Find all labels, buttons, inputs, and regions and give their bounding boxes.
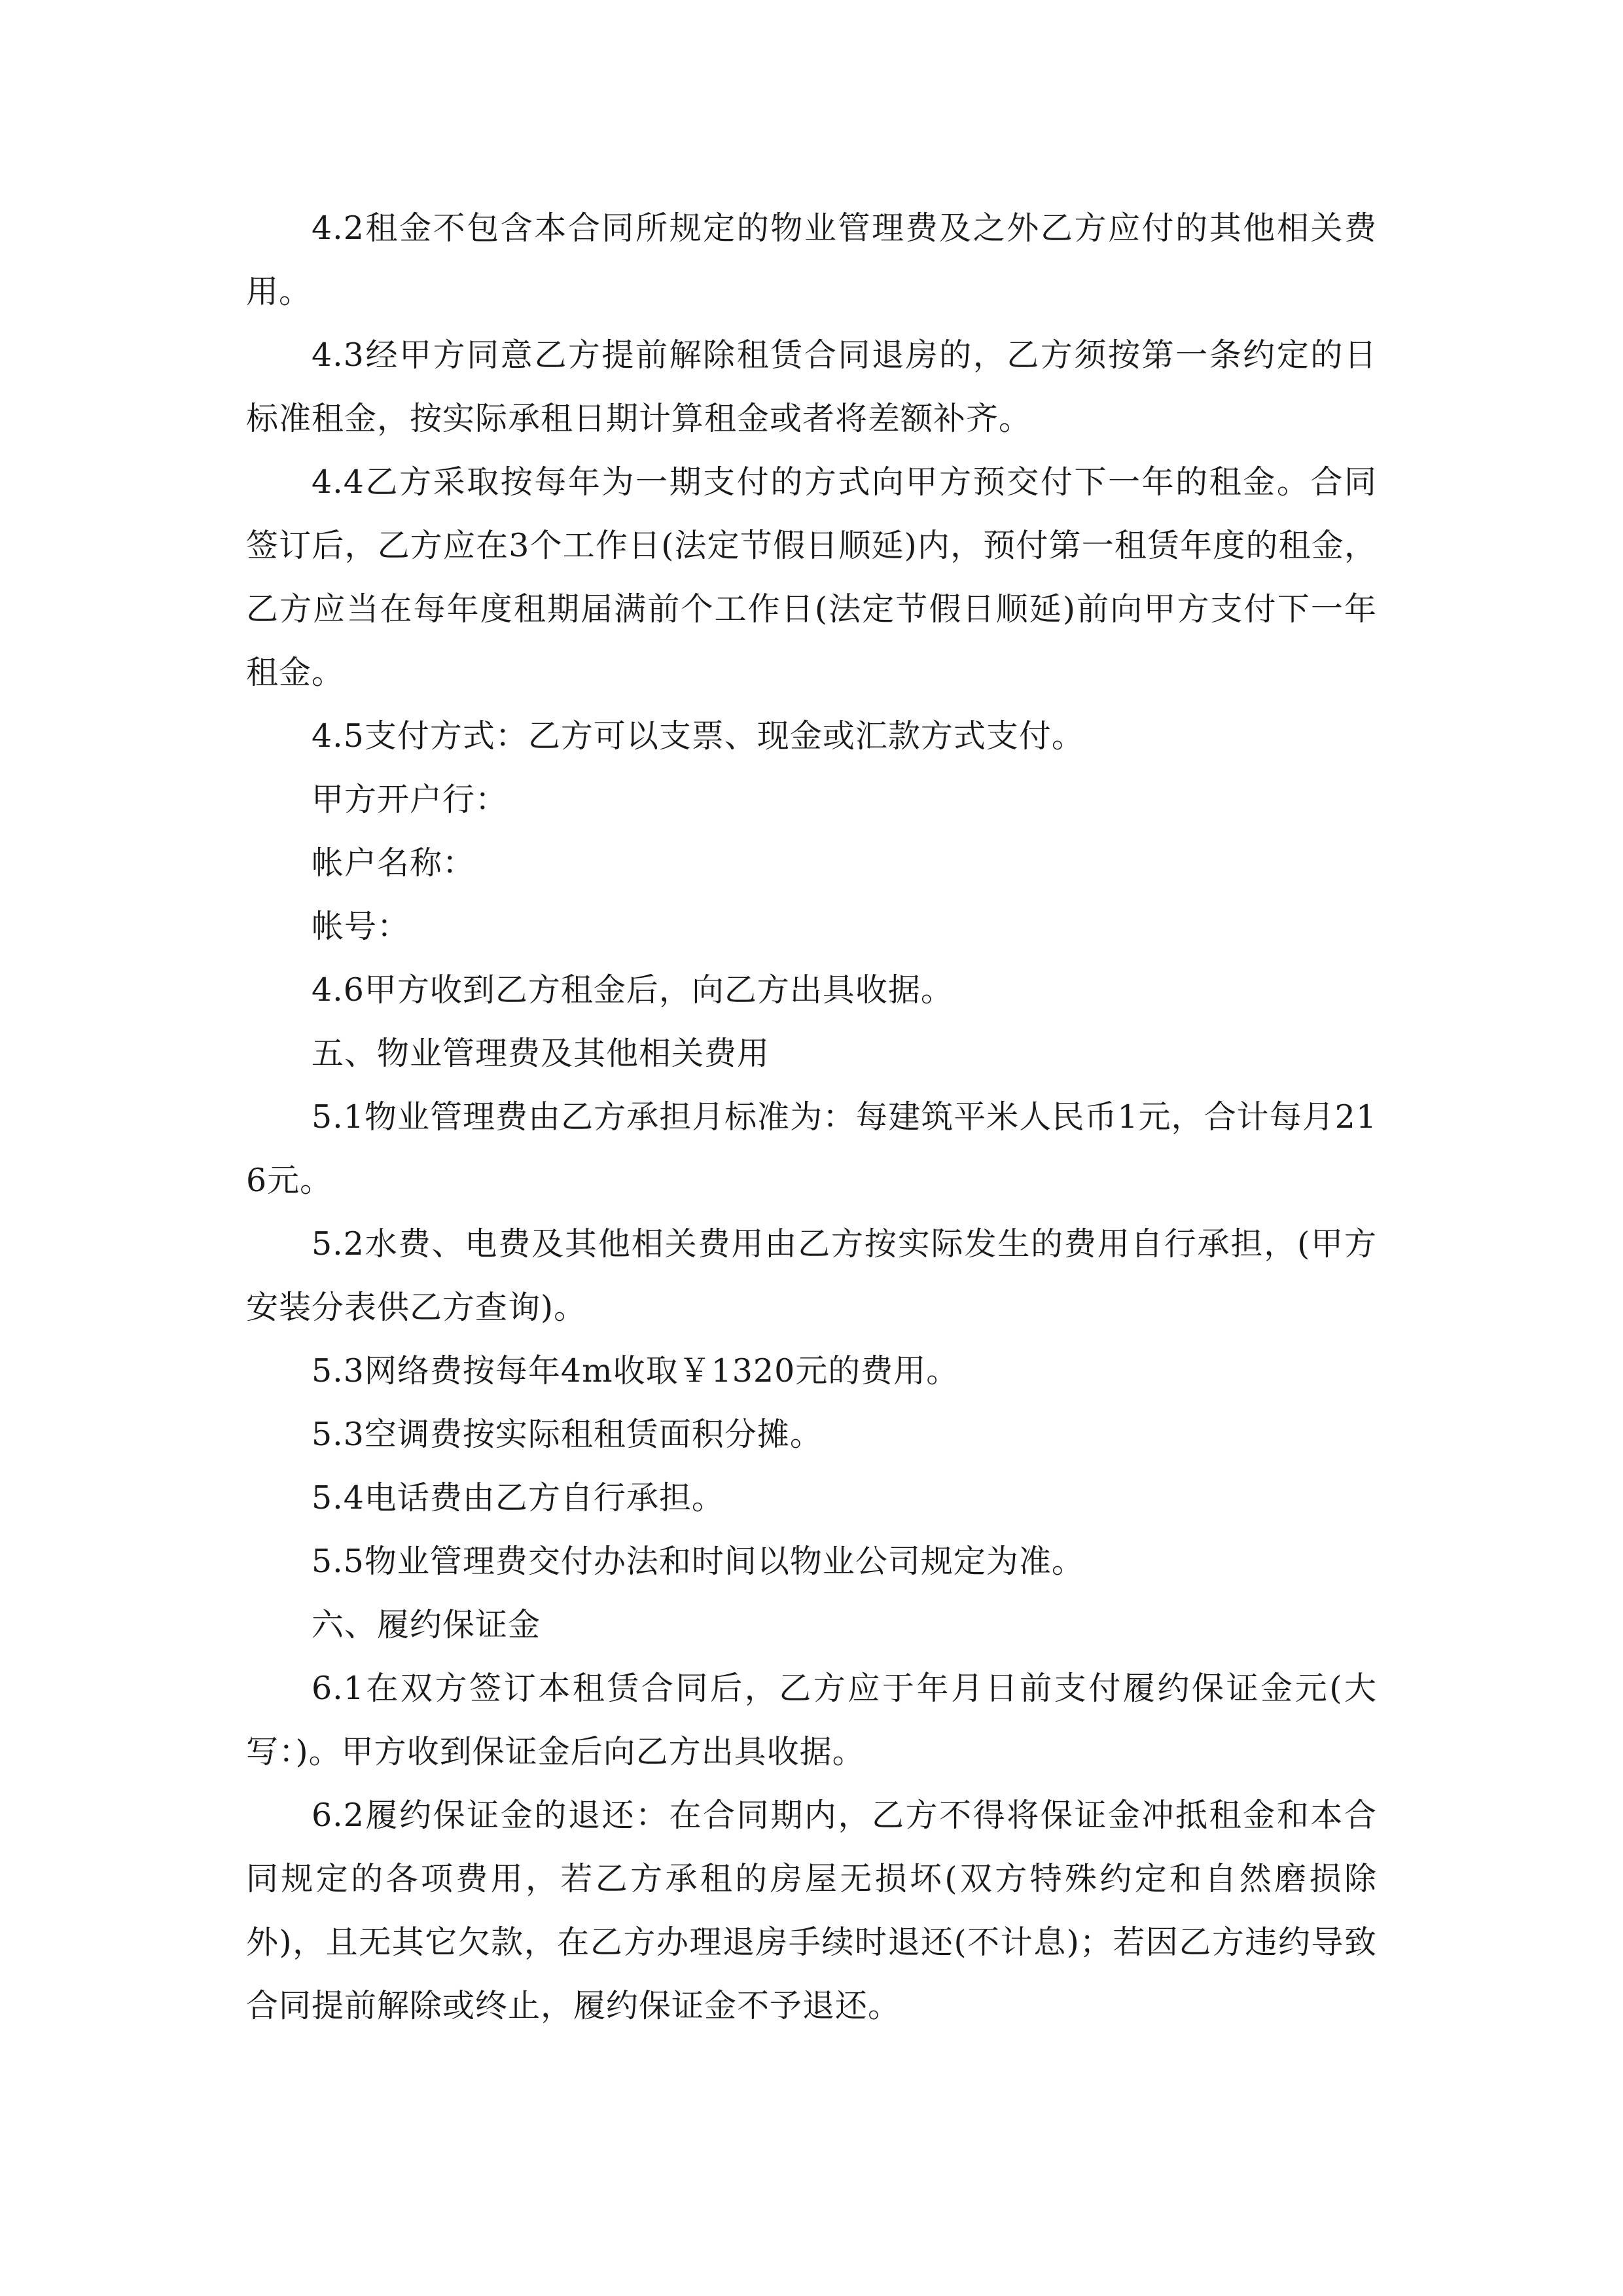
section-heading-6: 六、履约保证金: [312, 1606, 541, 1643]
clause-5-5: 5.5物业管理费交付办法和时间以物业公司规定为准。: [312, 1543, 1084, 1580]
section-heading-5: 五、物业管理费及其他相关费用: [312, 1035, 770, 1072]
clause-5-1: 5.1物业管理费由乙方承担月标准为：每建筑平米人民币1元，合计每月216元。: [246, 1098, 1377, 1199]
document-body: [246, 196, 1377, 2037]
clause-4-5: 4.5支付方式：乙方可以支票、现金或汇款方式支付。: [312, 717, 1084, 755]
clause-6-2: 6.2履约保证金的退还：在合同期内，乙方不得将保证金冲抵租金和本合同规定的各项费用，若乙方承租的房屋无损坏(双方特殊约定和自然磨损除外)，且无其它欠款，在乙方办理退房手续时退还(不计息)；若因乙方违约导致合同提前解除或终止，履约保证金不予退还。: [246, 1797, 1377, 2024]
clause-4-3: 4.3经甲方同意乙方提前解除租赁合同退房的，乙方须按第一条约定的日标准租金，按实际承租日期计算租金或者将差额补齐。: [246, 336, 1377, 437]
clause-5-3-aircon: 5.3空调费按实际租租赁面积分摊。: [312, 1416, 823, 1453]
bank-line: 甲方开户行：: [312, 781, 508, 818]
clause-5-4: 5.4电话费由乙方自行承担。: [312, 1479, 724, 1516]
clause-5-2: 5.2水费、电费及其他相关费用由乙方按实际发生的费用自行承担，(甲方安装分表供乙方查询)。: [246, 1225, 1377, 1326]
clause-6-1: 6.1在双方签订本租赁合同后，乙方应于年月日前支付履约保证金元(大写：)。甲方收到保证金后向乙方出具收据。: [246, 1670, 1377, 1770]
clause-4-2: 4.2租金不包含本合同所规定的物业管理费及之外乙方应付的其他相关费用。: [246, 209, 1377, 310]
clause-4-6: 4.6甲方收到乙方租金后，向乙方出具收据。: [312, 971, 954, 1009]
clause-5-3-network: 5.3网络费按每年4m收取￥1320元的费用。: [312, 1352, 959, 1390]
account-name-line: 帐户名称：: [312, 844, 476, 882]
account-number-line: 帐号：: [312, 908, 410, 945]
clause-4-4: 4.4乙方采取按每年为一期支付的方式向甲方预交付下一年的租金。合同签订后，乙方应在3个工作日(法定节假日顺延)内，预付第一租赁年度的租金，乙方应当在每年度租期届满前个工作日(法定节假日顺延)前向甲方支付下一年租金。: [246, 463, 1377, 691]
